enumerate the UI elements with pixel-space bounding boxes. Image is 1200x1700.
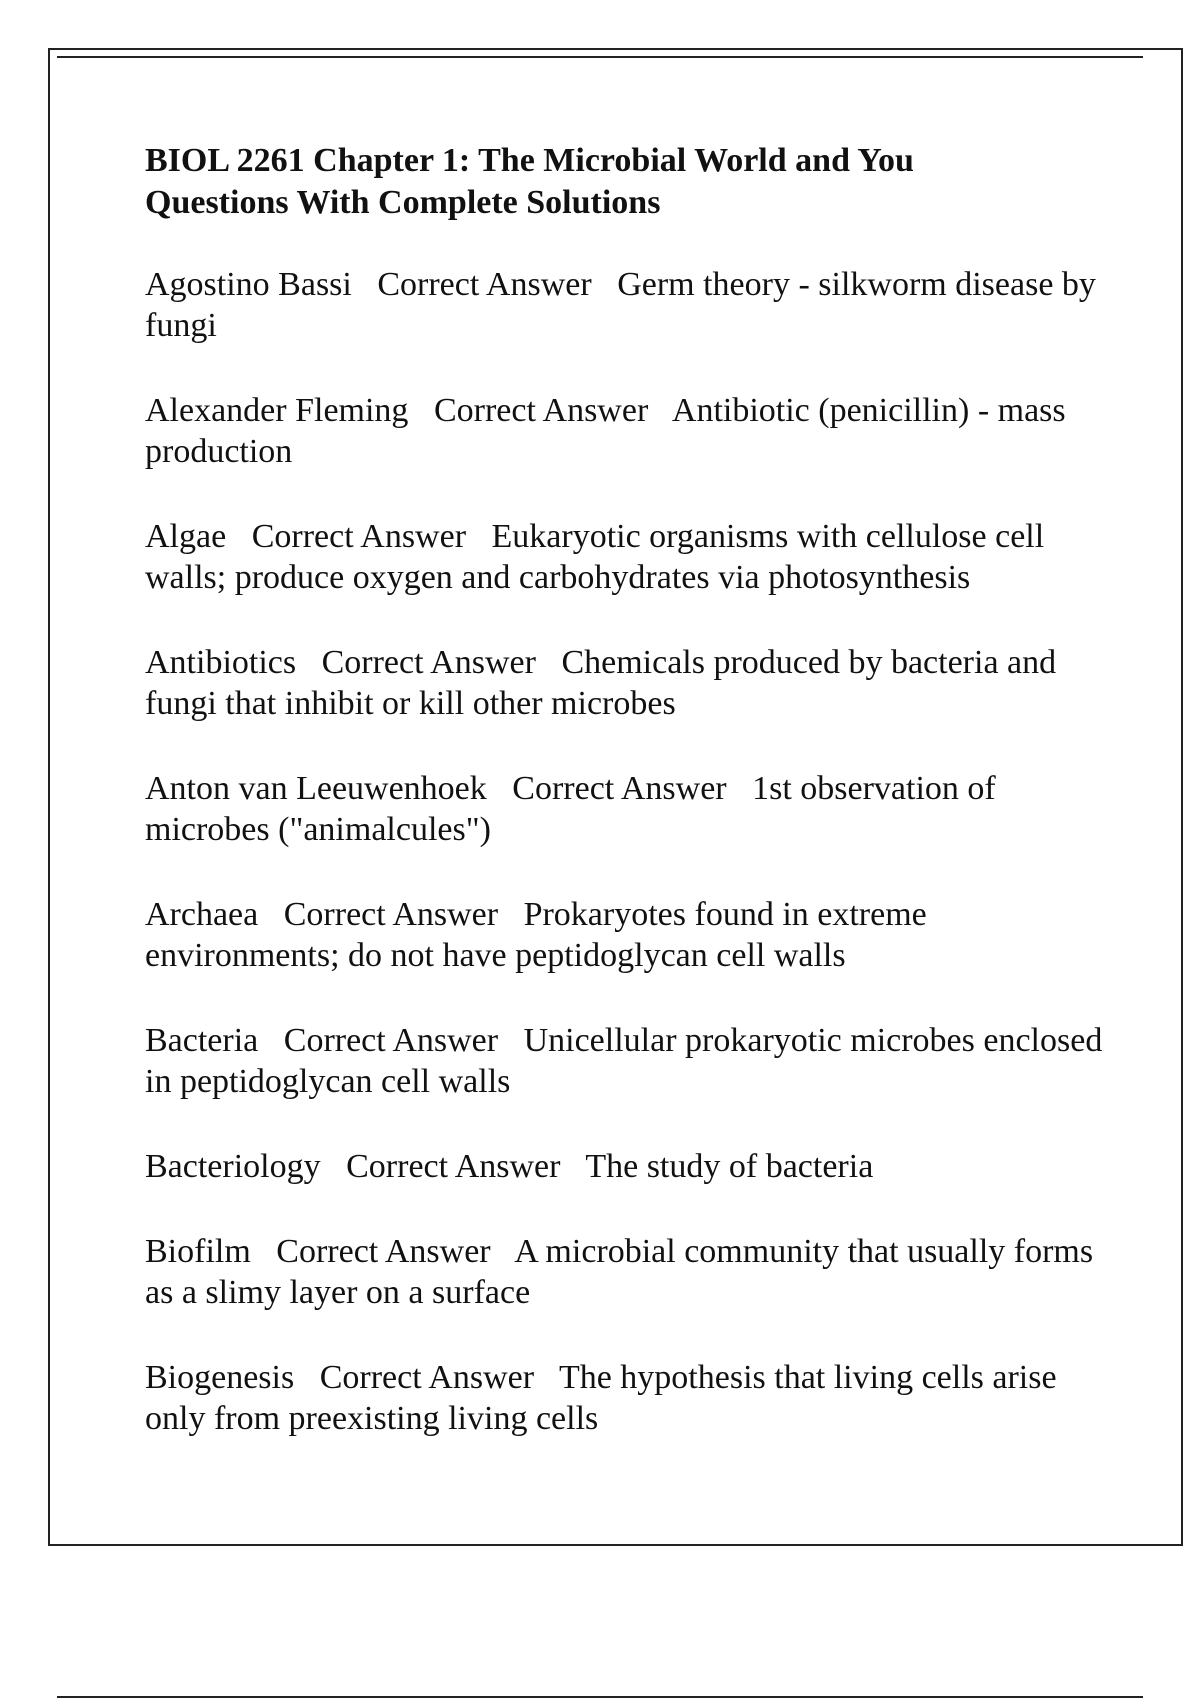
qa-list <box>145 264 1105 1439</box>
qa-answer: 1st observation of microbes ("animalcules") <box>145 770 996 848</box>
bottom-rule <box>57 1696 1143 1698</box>
qa-answer-label: Correct Answer <box>283 896 499 933</box>
qa-answer-label: Correct Answer <box>319 1359 535 1396</box>
qa-term: Bacteriology <box>145 1148 321 1185</box>
qa-answer-label: Correct Answer <box>276 1233 491 1270</box>
title-line-2: Questions With Complete Solutions <box>145 184 661 221</box>
qa-item <box>145 264 1105 346</box>
qa-term: Bacteria <box>145 1022 259 1059</box>
qa-item <box>145 1231 1105 1313</box>
top-rule <box>57 56 1143 58</box>
document-body <box>145 140 1105 1483</box>
qa-answer: Antibiotic (penicillin) - mass production <box>145 392 1066 470</box>
qa-answer: The study of bacteria <box>585 1148 874 1185</box>
qa-term: Antibiotics <box>145 644 297 681</box>
qa-term: Agostino Bassi <box>145 266 352 303</box>
qa-term: Alexander Fleming <box>145 392 409 429</box>
qa-item <box>145 1146 1105 1187</box>
qa-answer-label: Correct Answer <box>283 1022 499 1059</box>
qa-term: Biogenesis <box>145 1359 295 1396</box>
qa-term: Anton van Leeuwenhoek <box>145 770 487 807</box>
qa-answer-label: Correct Answer <box>433 392 649 429</box>
qa-item <box>145 642 1105 724</box>
qa-term: Algae <box>145 518 227 555</box>
qa-item <box>145 516 1105 598</box>
qa-answer: The hypothesis that living cells arise only from preexisting living cells <box>145 1359 1057 1437</box>
document-title <box>145 140 1105 224</box>
qa-answer-label: Correct Answer <box>321 644 536 681</box>
qa-item <box>145 390 1105 472</box>
qa-term: Biofilm <box>145 1233 251 1270</box>
qa-item <box>145 768 1105 850</box>
qa-term: Archaea <box>145 896 259 933</box>
qa-answer: Prokaryotes found in extreme environments; do not have peptidoglycan cell walls <box>145 896 927 974</box>
qa-answer-label: Correct Answer <box>251 518 467 555</box>
qa-answer-label: Correct Answer <box>512 770 727 807</box>
qa-item <box>145 1020 1105 1102</box>
qa-answer-label: Correct Answer <box>377 266 592 303</box>
qa-answer: Eukaryotic organisms with cellulose cell walls; produce oxygen and carbohydrates via photosynthesis <box>145 518 1045 596</box>
qa-answer: Germ theory - silkworm disease by fungi <box>145 266 1096 344</box>
qa-item <box>145 894 1105 976</box>
qa-item <box>145 1357 1105 1439</box>
qa-answer: A microbial community that usually forms as a slimy layer on a surface <box>145 1233 1094 1311</box>
qa-answer: Chemicals produced by bacteria and fungi that inhibit or kill other microbes <box>145 644 1057 722</box>
title-line-1: BIOL 2261 Chapter 1: The Microbial World and You <box>145 142 914 179</box>
qa-answer-label: Correct Answer <box>346 1148 561 1185</box>
qa-answer: Unicellular prokaryotic microbes enclosed in peptidoglycan cell walls <box>145 1022 1103 1100</box>
